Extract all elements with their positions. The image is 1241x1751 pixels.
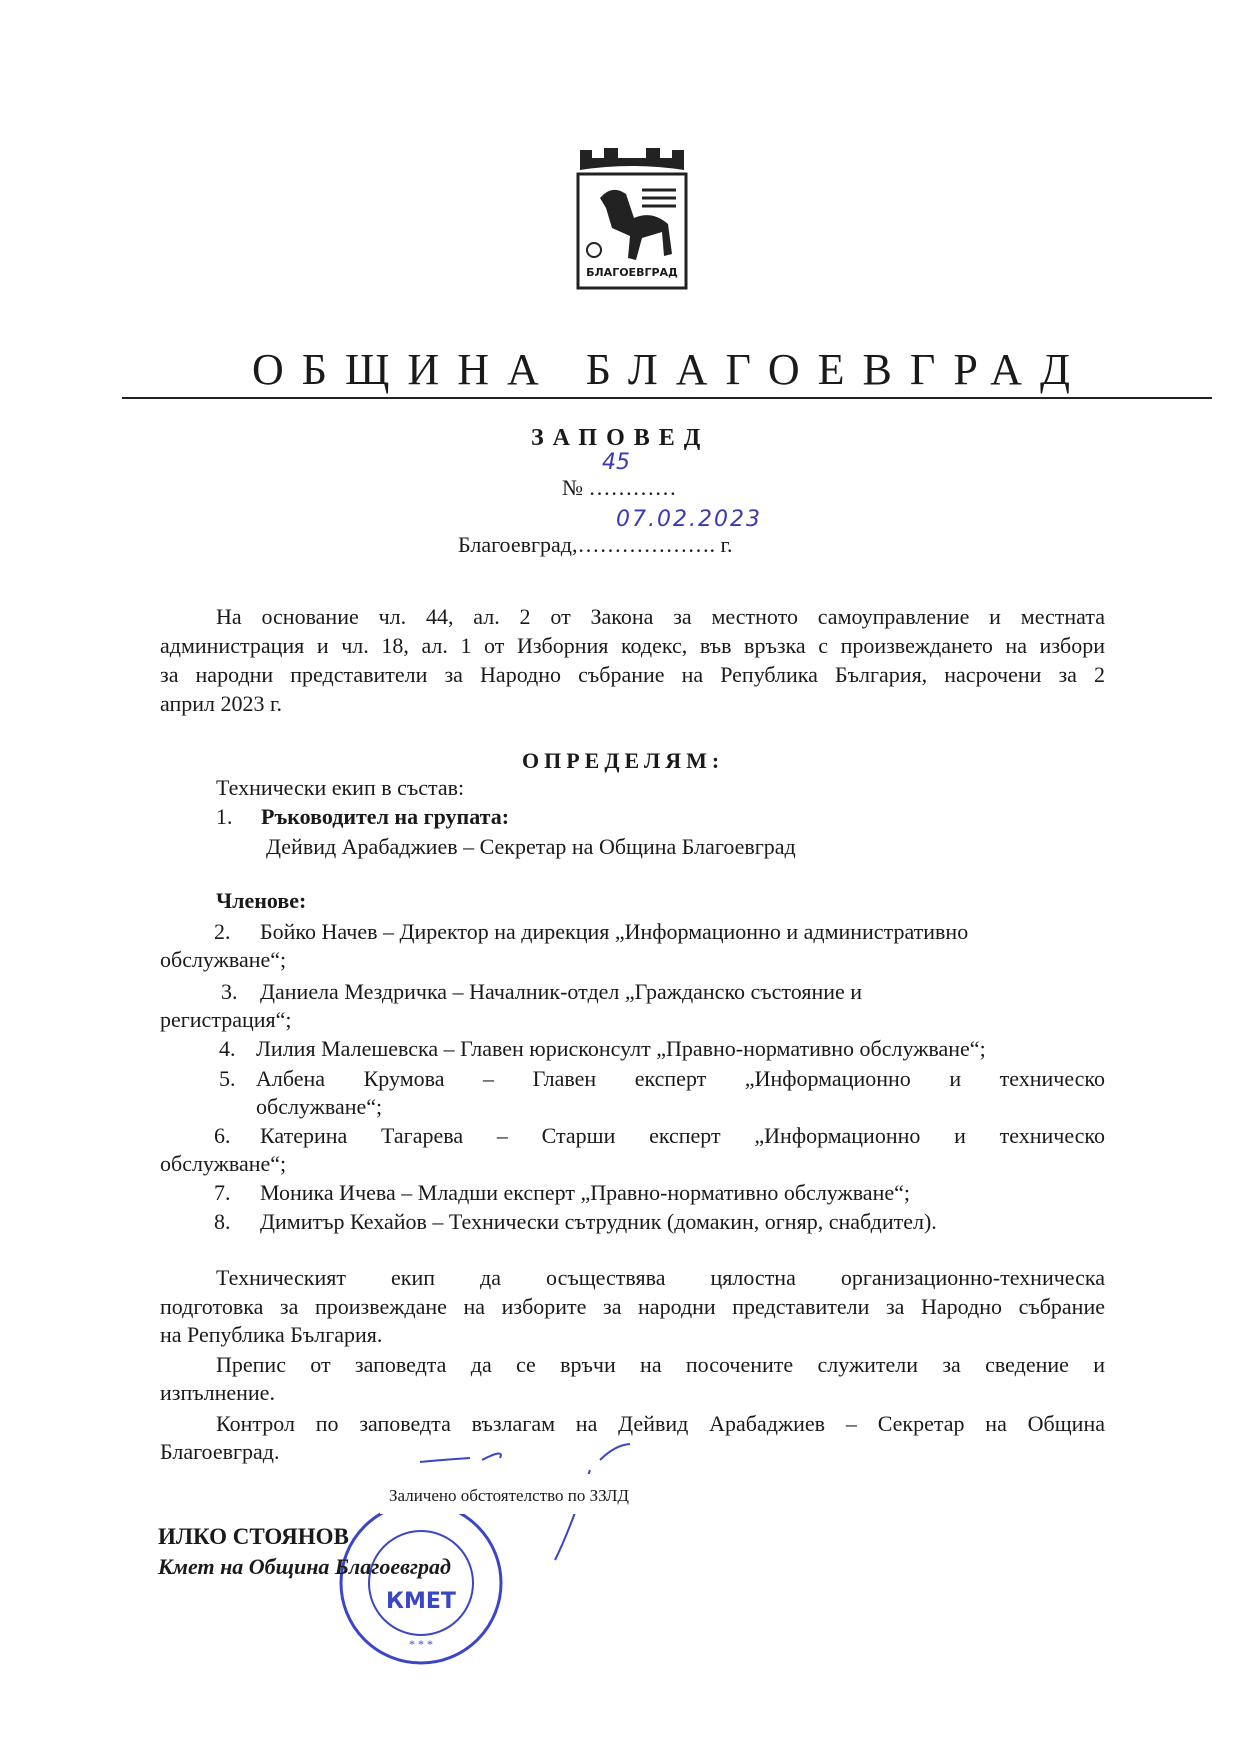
member-line: Катерина Тагарева – Старши експерт „Информационно и техническо [260, 1123, 1105, 1148]
signature-strokes [400, 1440, 700, 1640]
member-number: 2. [214, 919, 231, 944]
stamp-center-text: КМЕТ [386, 1589, 456, 1614]
member-number: 8. [214, 1209, 231, 1234]
member-line: обслужване“; [256, 1094, 383, 1119]
closing-line: на Република България. [160, 1322, 383, 1347]
closing-line: Контрол по заповедта възлагам на Дейвид Арабаджиев – Секретар на Община [216, 1411, 1105, 1436]
preamble-line: за народни представители за Народно събрание на Република България, насрочени за 2 [160, 662, 1105, 687]
member-line: Лилия Малешевска – Главен юрисконсулт „Правно-нормативно обслужване“; [256, 1036, 986, 1061]
preamble-line: На основание чл. 44, ал. 2 от Закона за местното самоуправление и местната [216, 604, 1105, 629]
member-line: Даниела Мездричка – Началник-отдел „Гражданско състояние и [260, 979, 863, 1004]
member-line: Албена Крумова – Главен експерт „Информационно и техническо [256, 1066, 1105, 1091]
member-line: Димитър Кехайов – Технически сътрудник (домакин, огняр, снабдител). [260, 1209, 937, 1234]
member-line: регистрация“; [160, 1007, 292, 1032]
member-line: Бойко Начев – Директор на дирекция „Информационно и административно [260, 919, 969, 944]
leader-heading: Ръководител на групата: [261, 804, 510, 829]
order-date-handwritten: 07.02.2023 [616, 507, 762, 532]
member-number: 6. [214, 1123, 231, 1148]
number-label: № ………… [562, 475, 677, 500]
year-suffix: г. [720, 532, 733, 557]
redaction-notice: Заличено обстоятелство по ЗЗЛД [389, 1486, 629, 1505]
place: Благоевград, [458, 532, 578, 557]
order-number-handwritten: 45 [602, 450, 630, 475]
logo-text: БЛАГОЕВГРАД [586, 266, 678, 279]
signatory-name: ИЛКО СТОЯНОВ [158, 1524, 349, 1549]
order-title: ЗАПОВЕД [531, 425, 710, 451]
member-line: Моника Ичева – Младши експерт „Правно-нормативно обслужване“; [260, 1180, 910, 1205]
closing-line: изпълнение. [160, 1380, 275, 1405]
members-heading: Членове: [216, 888, 307, 913]
closing-line: подготовка за произвеждане на изборите за народни представители за Народно събрание [160, 1294, 1105, 1319]
preamble-line: администрация и чл. 18, ал. 1 от Изборния кодекс, във връзка с произвеждането на избори [160, 633, 1105, 658]
member-line: обслужване“; [160, 1151, 287, 1176]
order-number [562, 450, 677, 502]
leader-name: Дейвид Арабаджиев – Секретар на Община Благоевград [266, 834, 796, 859]
closing-line: Препис от заповедта да се връчи на посочените служители за сведение и [216, 1352, 1105, 1377]
preamble-line: април 2023 г. [160, 691, 283, 716]
svg-text:* * *: * * * [409, 1637, 433, 1651]
member-number: 7. [214, 1180, 231, 1205]
signatory-title: Кмет на Община Благоевград [158, 1554, 451, 1579]
date-dots: ………………. [577, 532, 715, 557]
member-line: обслужване“; [160, 947, 287, 972]
leader-number: 1. [216, 804, 233, 829]
decision-heading: ОПРЕДЕЛЯМ: [522, 748, 725, 773]
header-rule [122, 397, 1212, 399]
closing-line: Техническият екип да осъществява цялостна организационно-техническа [216, 1265, 1105, 1290]
coat-of-arms-logo [572, 148, 692, 290]
member-number: 5. [219, 1066, 236, 1091]
member-number: 4. [219, 1036, 236, 1061]
order-place-date [458, 507, 762, 559]
member-number: 3. [221, 979, 238, 1004]
institution-heading: ОБЩИНА БЛАГОЕВГРАД [252, 345, 1088, 394]
team-intro: Технически екип в състав: [216, 775, 465, 800]
closing-line: Благоевград. [160, 1439, 280, 1464]
